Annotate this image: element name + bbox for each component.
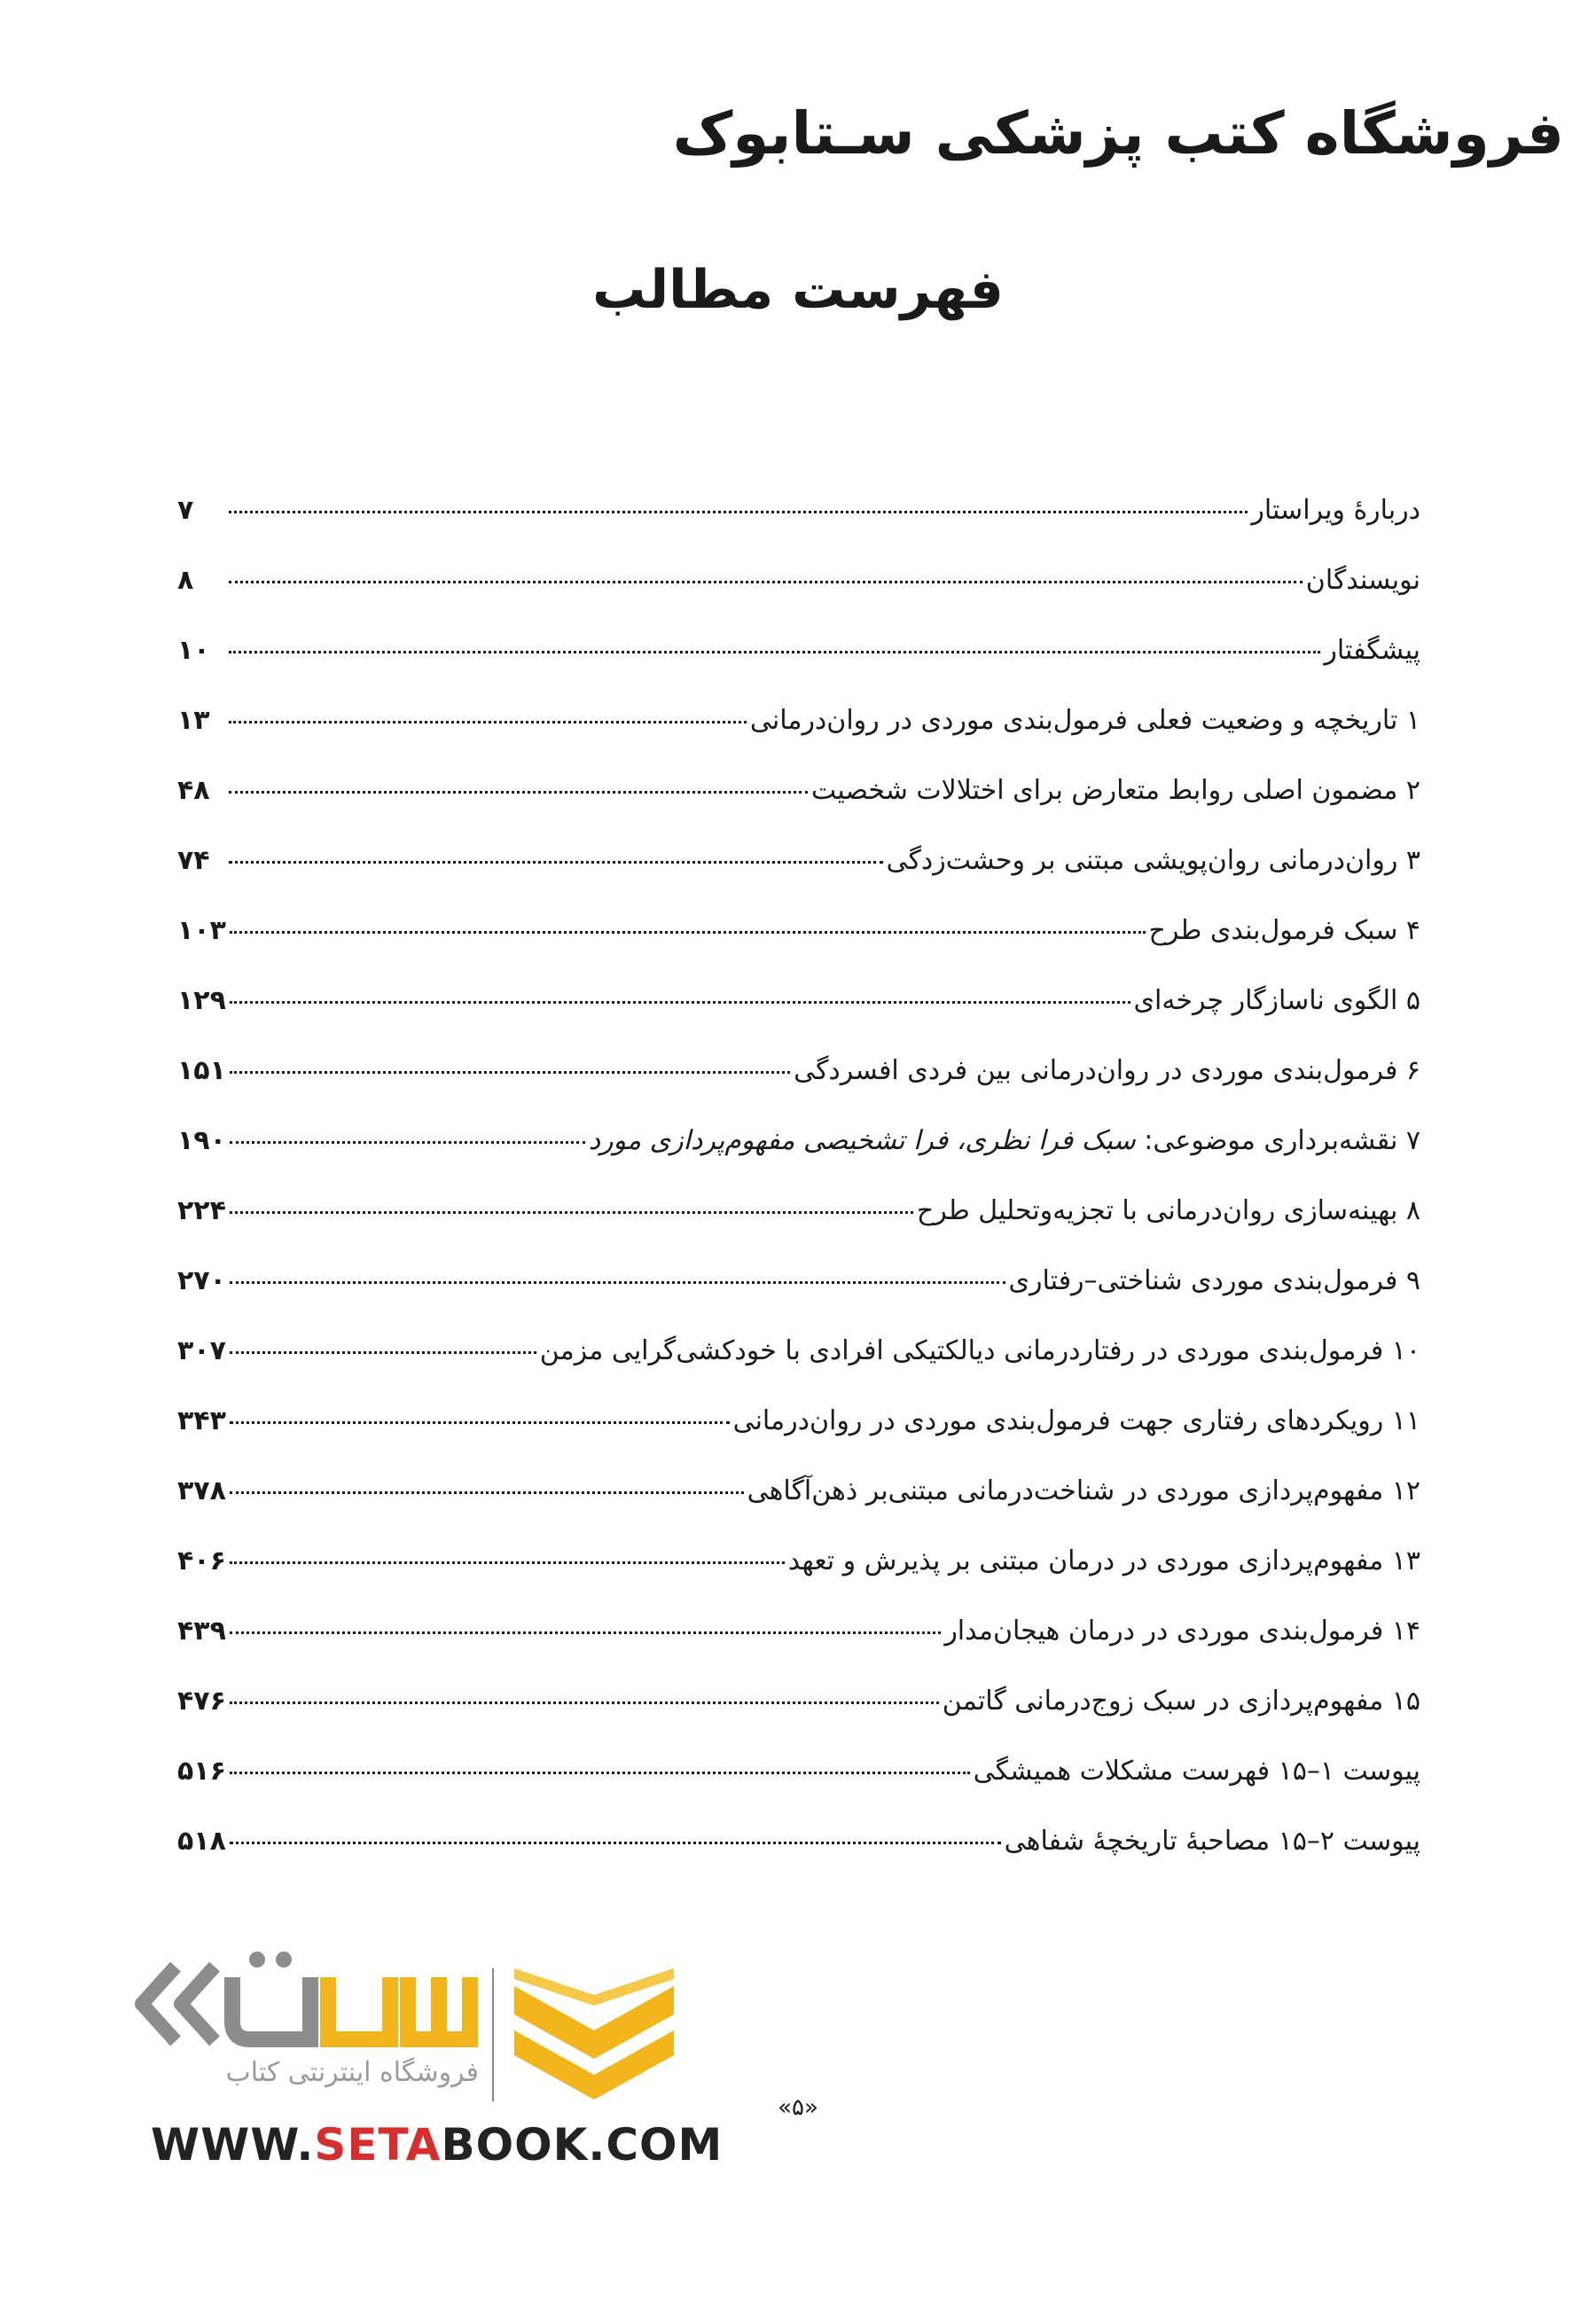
toc-entry-page: ۱۳ bbox=[177, 705, 210, 736]
toc-entry-title bbox=[811, 773, 1420, 808]
toc-entry bbox=[177, 1193, 1420, 1263]
toc-entry-title bbox=[1306, 563, 1420, 598]
toc-entry bbox=[177, 1123, 1420, 1193]
toc-entry-page: ۲۲۴ bbox=[177, 1195, 226, 1226]
toc-entry-title bbox=[1005, 1824, 1420, 1858]
toc-entry-page: ۵۱۶ bbox=[177, 1756, 226, 1787]
toc-entry-title-text: ۵ الگوی ناسازگار چرخه‌ای bbox=[1133, 985, 1420, 1016]
toc-dot-leader bbox=[230, 1001, 1130, 1004]
toc-entry-page: ۳۰۷ bbox=[177, 1335, 226, 1366]
toc-entry bbox=[177, 1263, 1420, 1334]
toc-entry bbox=[177, 1824, 1420, 1894]
toc-entry-page: ۱۹۰ bbox=[177, 1125, 226, 1156]
toc-dot-leader bbox=[229, 651, 1320, 653]
toc-entry-page: ۳۷۸ bbox=[177, 1475, 226, 1506]
toc-entry bbox=[177, 1544, 1420, 1614]
toc-entry-title bbox=[1134, 983, 1420, 1018]
toc-entry-page: ۴۷۶ bbox=[177, 1686, 226, 1717]
toc-entry-title bbox=[747, 1474, 1420, 1508]
toc-entry-title bbox=[750, 703, 1420, 738]
toc-dot-leader bbox=[229, 511, 1248, 513]
toc-entry-title bbox=[944, 1614, 1420, 1648]
toc-dot-leader bbox=[229, 581, 1303, 583]
toc-entry bbox=[177, 983, 1420, 1053]
toc-entry-title-text: ۸ بهینه‌سازی روان‌درمانی با تجزیه‌وتحلیل طرح bbox=[916, 1195, 1420, 1226]
toc-entry-title-text: پیوست ۲–۱۵ مصاحبۀ تاریخچۀ شفاهی bbox=[1004, 1826, 1420, 1857]
toc-entry-title bbox=[733, 1404, 1420, 1438]
toc-entry-title bbox=[589, 1123, 1420, 1158]
toc-entry bbox=[177, 633, 1420, 703]
toc-entry bbox=[177, 913, 1420, 983]
toc-dot-leader bbox=[230, 1702, 939, 1704]
toc-entry-page: ۸ bbox=[177, 565, 194, 596]
toc-dot-leader bbox=[230, 1211, 913, 1214]
toc-dot-leader bbox=[230, 1141, 585, 1144]
toc-entry-title-text: دربارۀ ویراستار bbox=[1251, 495, 1420, 526]
toc-entry-title-text: ۷ نقشه‌برداری موضوعی: bbox=[1135, 1125, 1420, 1156]
toc-entry bbox=[177, 563, 1420, 633]
toc-dot-leader bbox=[229, 721, 747, 724]
toc-entry-title bbox=[540, 1334, 1420, 1368]
toc-entry bbox=[177, 493, 1420, 563]
toc-entry-page: ۷ bbox=[177, 495, 194, 526]
toc-entry bbox=[177, 843, 1420, 913]
toc-entry-title-text: ۱۳ مفهوم‌پردازی موردی در درمان مبتنی بر پذیرش و تعهد bbox=[787, 1545, 1420, 1576]
toc-dot-leader bbox=[229, 791, 808, 794]
toc-entry bbox=[177, 1614, 1420, 1684]
toc-entry-title-text: ۲ مضمون اصلی روابط متعارض برای اختلالات شخصیت bbox=[810, 775, 1420, 806]
toc-entry-page: ۱۰ bbox=[177, 635, 210, 666]
toc-entry-title-text: ۹ فرمول‌بندی موردی شناختی–رفتاری bbox=[1008, 1265, 1420, 1296]
toc-list bbox=[177, 493, 1420, 1894]
toc-entry-title-text: ۱۱ رویکردهای رفتاری جهت فرمول‌بندی موردی در روان‌درمانی bbox=[732, 1405, 1420, 1436]
toc-entry bbox=[177, 1404, 1420, 1474]
store-title: فروشگاه کتب پزشکی سـتابوک bbox=[672, 99, 1564, 168]
toc-entry-title bbox=[974, 1754, 1420, 1788]
toc-dot-leader bbox=[230, 1281, 1005, 1284]
toc-entry-title bbox=[1149, 913, 1420, 948]
setabook-logo bbox=[133, 1951, 724, 2181]
toc-entry-page: ۴۰۶ bbox=[177, 1545, 226, 1576]
toc-entry-title bbox=[887, 843, 1420, 878]
toc-entry-page: ۱۵۱ bbox=[177, 1055, 226, 1086]
toc-dot-leader bbox=[230, 1631, 941, 1634]
logo-tagline: فروشگاه اینترنتی کتاب bbox=[225, 2057, 479, 2088]
toc-dot-leader bbox=[230, 1561, 785, 1564]
toc-entry-title bbox=[943, 1684, 1420, 1718]
toc-entry-title-text: ۱ تاریخچه و وضعیت فعلی فرمول‌بندی موردی در روان‌درمانی bbox=[749, 705, 1420, 736]
toc-entry bbox=[177, 1754, 1420, 1824]
toc-entry-page: ۱۲۹ bbox=[177, 985, 226, 1016]
toc-dot-leader bbox=[230, 931, 1146, 934]
toc-entry-title bbox=[788, 1544, 1420, 1578]
toc-heading: فهرست مطالب bbox=[592, 259, 1004, 321]
toc-dot-leader bbox=[230, 1351, 536, 1354]
toc-dot-leader bbox=[229, 861, 883, 864]
toc-entry-title bbox=[794, 1053, 1420, 1088]
toc-entry bbox=[177, 1474, 1420, 1544]
toc-entry-page: ۷۴ bbox=[177, 845, 210, 876]
toc-entry-title-text: پیوست ۱–۱۵ فهرست مشکلات همیشگی bbox=[973, 1756, 1420, 1787]
toc-entry bbox=[177, 703, 1420, 773]
toc-entry-title bbox=[1324, 633, 1420, 668]
toc-entry-title bbox=[1009, 1263, 1420, 1298]
toc-entry-page: ۳۴۳ bbox=[177, 1405, 226, 1436]
toc-entry-title-text: ۶ فرمول‌بندی موردی در روان‌درمانی بین فردی افسردگی bbox=[794, 1055, 1420, 1086]
logo-divider bbox=[492, 1968, 494, 2101]
website-url: WWW.SETABOOK.COM bbox=[151, 2119, 724, 2171]
toc-entry-title bbox=[1251, 493, 1420, 528]
setabook-wordmark-logo bbox=[133, 1951, 479, 2057]
toc-entry-title-italic: سبک فرا نظری، فرا تشخیصی مفهوم‌پردازی مورد bbox=[588, 1125, 1136, 1156]
toc-entry-title bbox=[917, 1193, 1420, 1228]
toc-entry-title-text: ۱۰ فرمول‌بندی موردی در رفتاردرمانی دیالکتیکی افرادی با خودکشی‌گرایی مزمن bbox=[539, 1335, 1420, 1366]
toc-entry-title-text: ۴ سبک فرمول‌بندی طرح bbox=[1148, 915, 1420, 946]
toc-entry bbox=[177, 1053, 1420, 1123]
toc-entry-title-text: پیشگفتار bbox=[1324, 635, 1420, 666]
toc-dot-leader bbox=[230, 1491, 744, 1494]
toc-dot-leader bbox=[230, 1071, 790, 1074]
toc-entry-page: ۴۳۹ bbox=[177, 1615, 226, 1647]
toc-dot-leader bbox=[230, 1842, 1001, 1844]
toc-entry-title-text: ۱۵ مفهوم‌پردازی در سبک زوج‌درمانی گاتمن bbox=[942, 1686, 1420, 1717]
toc-entry bbox=[177, 1334, 1420, 1404]
toc-entry-page: ۱۰۳ bbox=[177, 915, 226, 946]
toc-entry-page: ۵۱۸ bbox=[177, 1826, 226, 1857]
toc-entry-page: ۴۸ bbox=[177, 775, 210, 806]
toc-entry-title-text: نویسندگان bbox=[1305, 565, 1420, 596]
toc-entry-title-text: ۱۴ فرمول‌بندی موردی در درمان هیجان‌مدار bbox=[944, 1615, 1420, 1647]
toc-dot-leader bbox=[230, 1772, 970, 1774]
book-chevron-icon bbox=[505, 1960, 683, 2101]
toc-entry-title-text: ۱۲ مفهوم‌پردازی موردی در شناخت‌درمانی مبتنی‌بر ذهن‌آگاهی bbox=[747, 1475, 1420, 1506]
toc-entry bbox=[177, 773, 1420, 843]
toc-dot-leader bbox=[230, 1421, 730, 1424]
toc-entry bbox=[177, 1684, 1420, 1754]
toc-entry-title-text: ۳ روان‌درمانی روان‌پویشی مبتنی بر وحشت‌زدگی bbox=[886, 845, 1420, 876]
toc-entry-page: ۲۷۰ bbox=[177, 1265, 226, 1296]
page-number: «۵» bbox=[778, 2094, 818, 2121]
